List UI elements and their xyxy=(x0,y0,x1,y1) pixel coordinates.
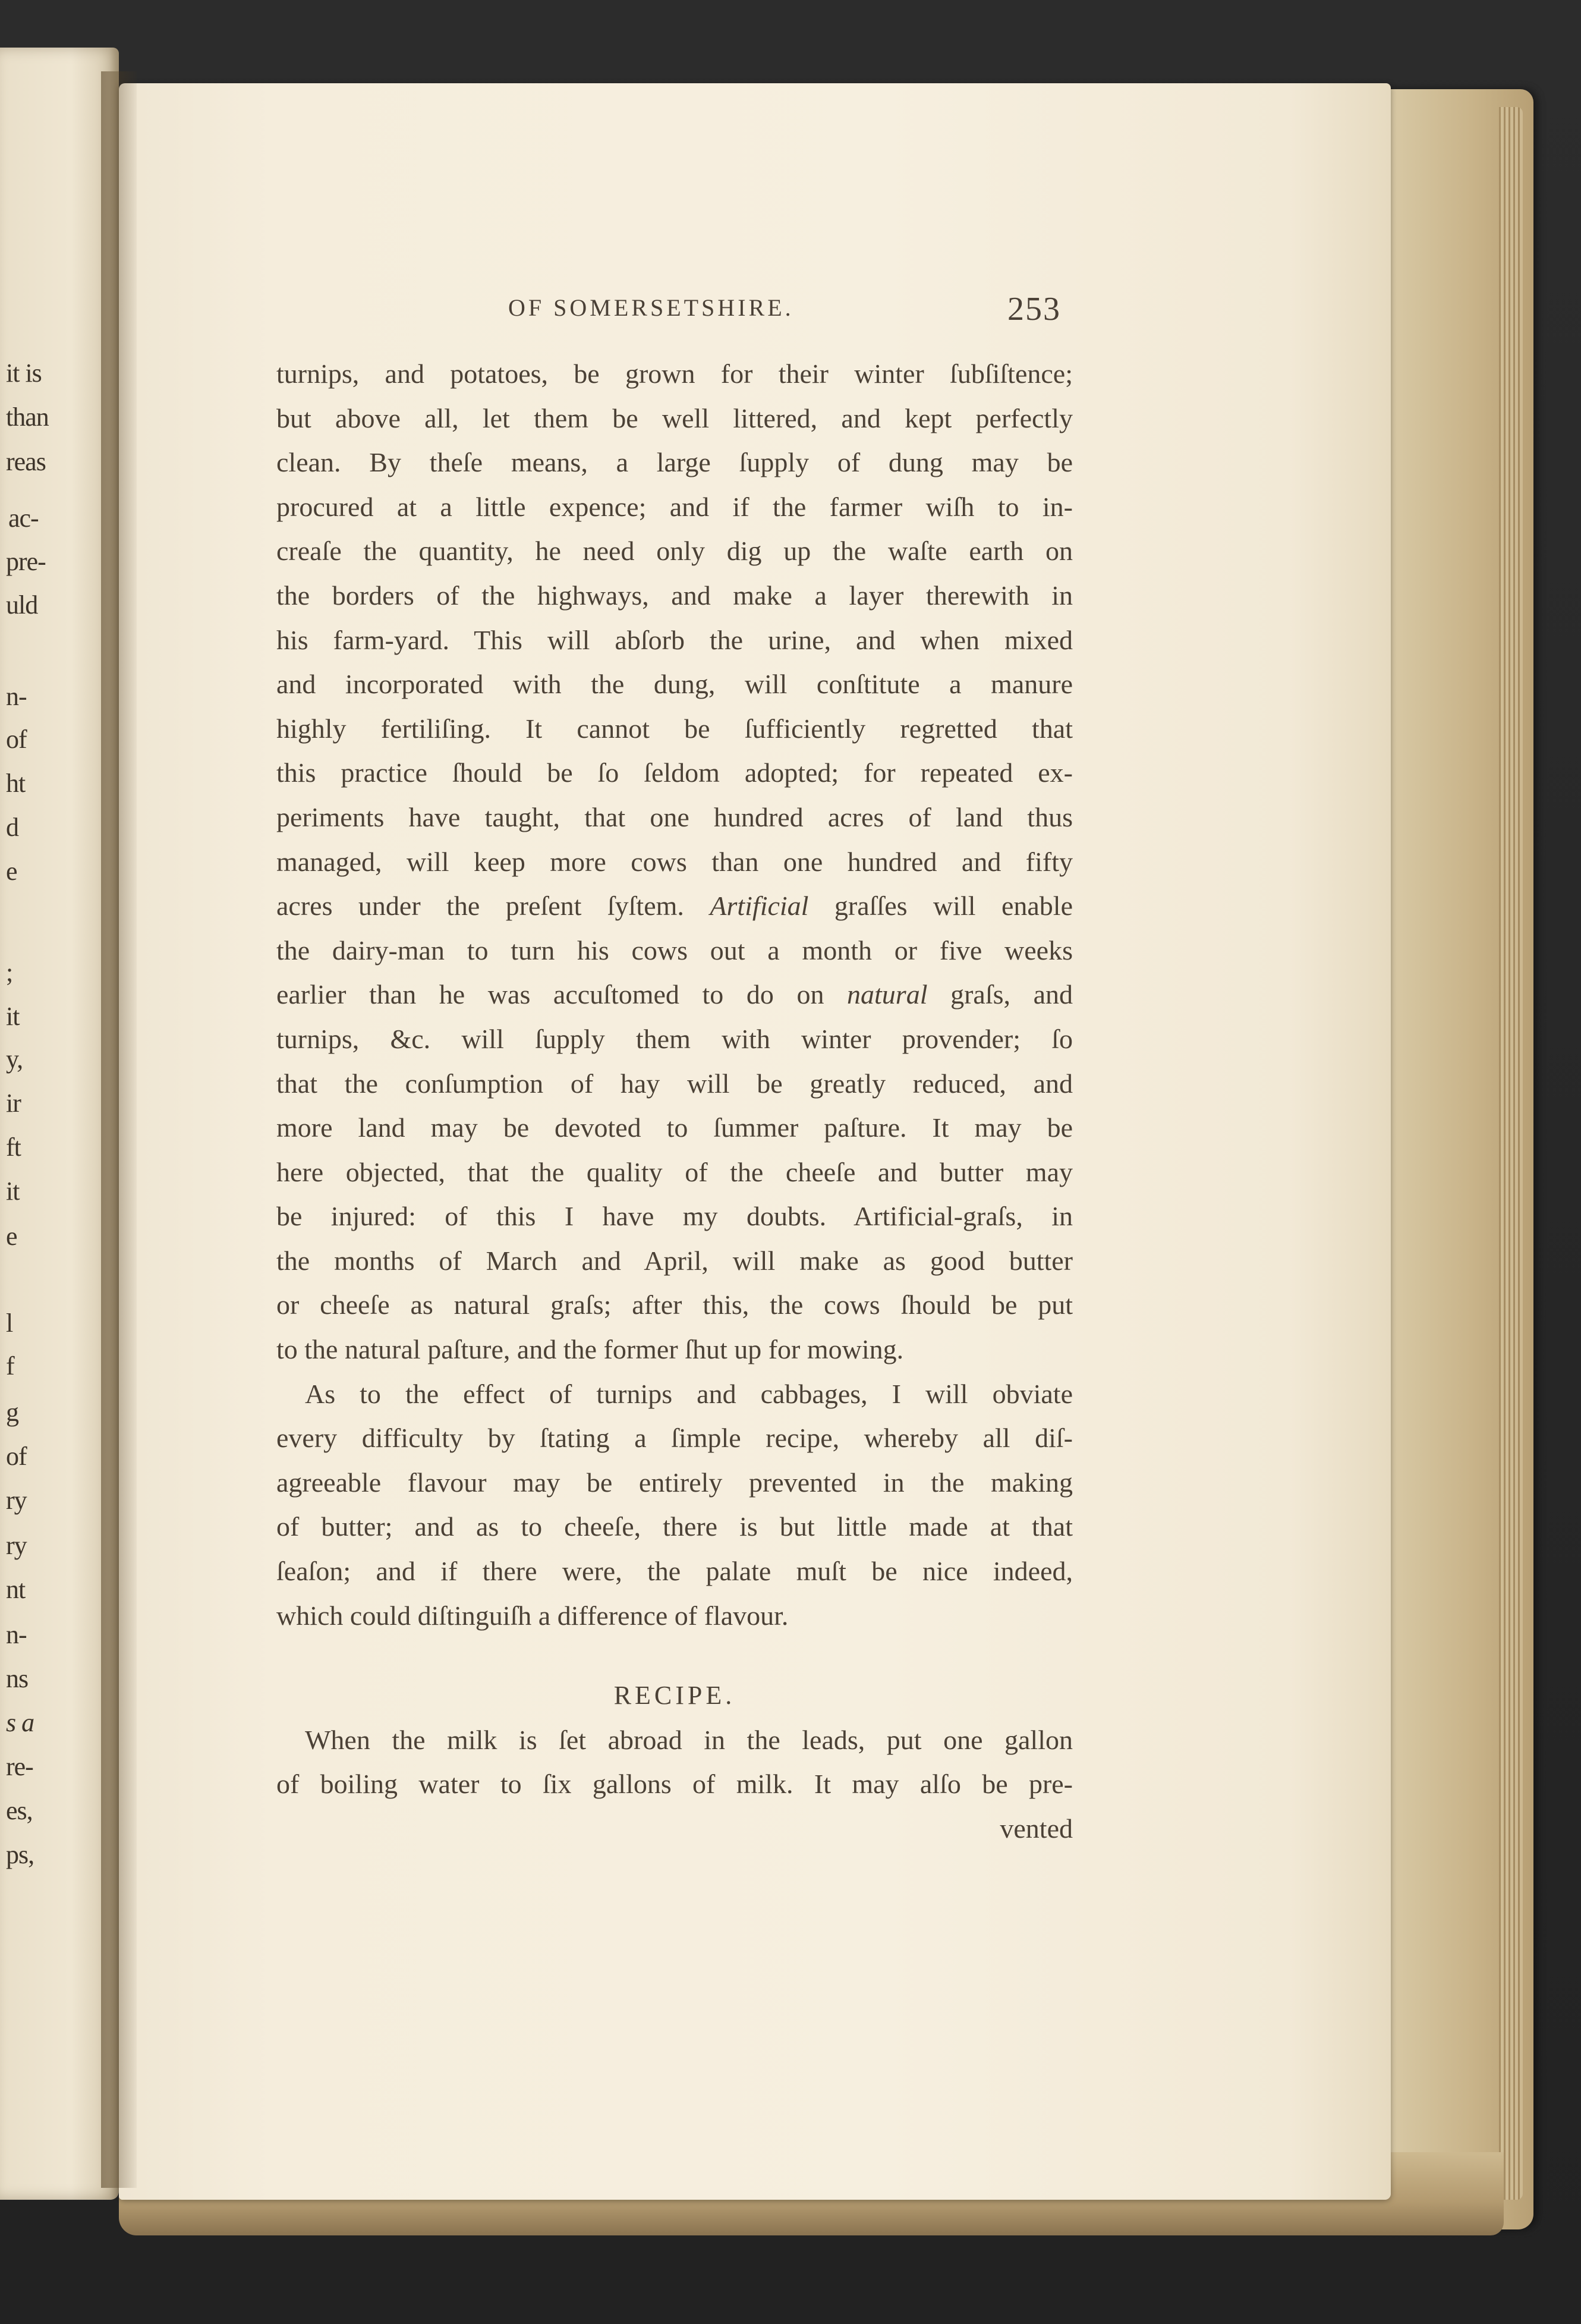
facing-fragment: s a xyxy=(6,1708,34,1737)
facing-fragment: g xyxy=(6,1398,18,1427)
text-line: managed, will keep more cows than one hundred and fifty xyxy=(276,846,1073,877)
facing-fragment: es, xyxy=(6,1796,33,1825)
running-head: OF SOMERSETSHIRE. xyxy=(508,294,794,321)
text-line: or cheeſe as natural graſs; after this, the cows ſhould be put xyxy=(276,1290,1073,1320)
text-line: procured at a little expence; and if the farmer wiſh to in- xyxy=(276,491,1073,522)
text-line: the borders of the highways, and make a layer therewith in xyxy=(276,580,1073,611)
text-line: turnips, &c. will ſupply them with winter provender; ſo xyxy=(276,1023,1073,1054)
facing-fragment: it xyxy=(6,1002,20,1031)
text-line: of butter; and as to cheeſe, there is but little made at that xyxy=(276,1511,1073,1542)
text-line: clean. By theſe means, a large ſupply of dung may be xyxy=(276,447,1073,478)
facing-fragment: l xyxy=(6,1309,13,1338)
facing-fragment: ft xyxy=(6,1133,21,1162)
facing-fragment: e xyxy=(6,857,17,886)
facing-fragment: of xyxy=(6,725,27,754)
page-number: 253 xyxy=(1007,291,1061,328)
facing-fragment: ps, xyxy=(6,1840,34,1869)
facing-fragment: ac- xyxy=(8,504,39,533)
recipe-heading: RECIPE. xyxy=(613,1681,736,1710)
text-line: turnips, and potatoes, be grown for their winter ſubſiſtence; xyxy=(276,358,1073,389)
facing-fragment: pre- xyxy=(6,547,46,576)
facing-fragment: re- xyxy=(6,1752,33,1781)
facing-fragment: of xyxy=(6,1442,27,1471)
facing-fragment: nt xyxy=(6,1575,26,1604)
text-line: highly fertiliſing. It cannot be ſufficiently regretted that xyxy=(276,713,1073,744)
text-run: acres under the preſent ſyſtem. xyxy=(276,891,710,922)
body-text xyxy=(276,352,1073,1851)
facing-fragment: than xyxy=(6,402,49,432)
text-line: periments have taught, that one hundred acres of land thus xyxy=(276,801,1073,832)
facing-fragment: ns xyxy=(6,1664,29,1693)
text-line: here objected, that the quality of the cheeſe and butter may xyxy=(276,1156,1073,1187)
text-line: the dairy-man to turn his cows out a month or five weeks xyxy=(276,935,1073,966)
text-line: his farm-yard. This will abſorb the urine, and when mixed xyxy=(276,624,1073,655)
facing-fragment: ry xyxy=(6,1486,27,1515)
text-line-with-italic xyxy=(276,884,1073,929)
text-run: graſs, and xyxy=(927,979,1073,1010)
text-line: every difficulty by ſtating a ſimple recipe, whereby all diſ- xyxy=(276,1423,1073,1454)
text-line: ſeaſon; and if there were, the palate muſt be nice indeed, xyxy=(276,1556,1073,1587)
text-line: of boiling water to ſix gallons of milk. It may alſo be pre- xyxy=(276,1769,1073,1800)
italic-word: natural xyxy=(847,979,928,1010)
text-run: graſſes will enable xyxy=(808,891,1073,922)
facing-fragment: y, xyxy=(6,1045,23,1074)
facing-fragment: n- xyxy=(6,1620,27,1649)
facing-fragment: d xyxy=(6,813,18,842)
facing-fragment: uld xyxy=(6,590,38,619)
facing-fragment: n- xyxy=(6,682,27,711)
text-line: As to the effect of turnips and cabbages, I will obviate xyxy=(305,1378,1073,1409)
text-line: more land may be devoted to ſummer paſture. It may be xyxy=(276,1112,1073,1143)
text-line: be injured: of this I have my doubts. Artificial-graſs, in xyxy=(276,1201,1073,1232)
text-line: the months of March and April, will make as good butter xyxy=(276,1245,1073,1276)
facing-fragment: it is xyxy=(6,358,42,388)
text-line: and incorporated with the dung, will conſtitute a manure xyxy=(276,669,1073,700)
text-line: this practice ſhould be ſo ſeldom adopted; for repeated ex- xyxy=(276,757,1073,788)
facing-fragment: e xyxy=(6,1222,17,1251)
facing-fragment: ry xyxy=(6,1531,27,1560)
text-line: When the milk is ſet abroad in the leads, put one gallon xyxy=(305,1724,1073,1755)
catchword: vented xyxy=(1000,1813,1073,1844)
gutter-shadow xyxy=(101,71,137,2188)
italic-word: Artificial xyxy=(710,891,809,922)
text-line: agreeable flavour may be entirely prevented in the making xyxy=(276,1467,1073,1498)
facing-fragment: ht xyxy=(6,769,26,798)
text-line: but above all, let them be well littered, and kept perfectly xyxy=(276,402,1073,433)
section-gap xyxy=(276,1638,1073,1674)
text-line: which could diſtinguiſh a difference of flavour. xyxy=(276,1600,789,1631)
facing-fragment: ir xyxy=(6,1089,21,1118)
facing-fragment: ; xyxy=(6,958,13,987)
facing-fragment: reas xyxy=(6,447,46,476)
facing-fragment: f xyxy=(6,1351,14,1380)
text-line: creaſe the quantity, he need only dig up the waſte earth on xyxy=(276,536,1073,567)
text-run: earlier than he was accuſtomed to do on xyxy=(276,979,848,1010)
facing-fragment: it xyxy=(6,1177,20,1206)
text-line: to the natural paſture, and the former ſhut up for mowing. xyxy=(276,1334,904,1365)
text-line-with-italic xyxy=(276,973,1073,1017)
text-line: that the conſumption of hay will be greatly reduced, and xyxy=(276,1068,1073,1099)
